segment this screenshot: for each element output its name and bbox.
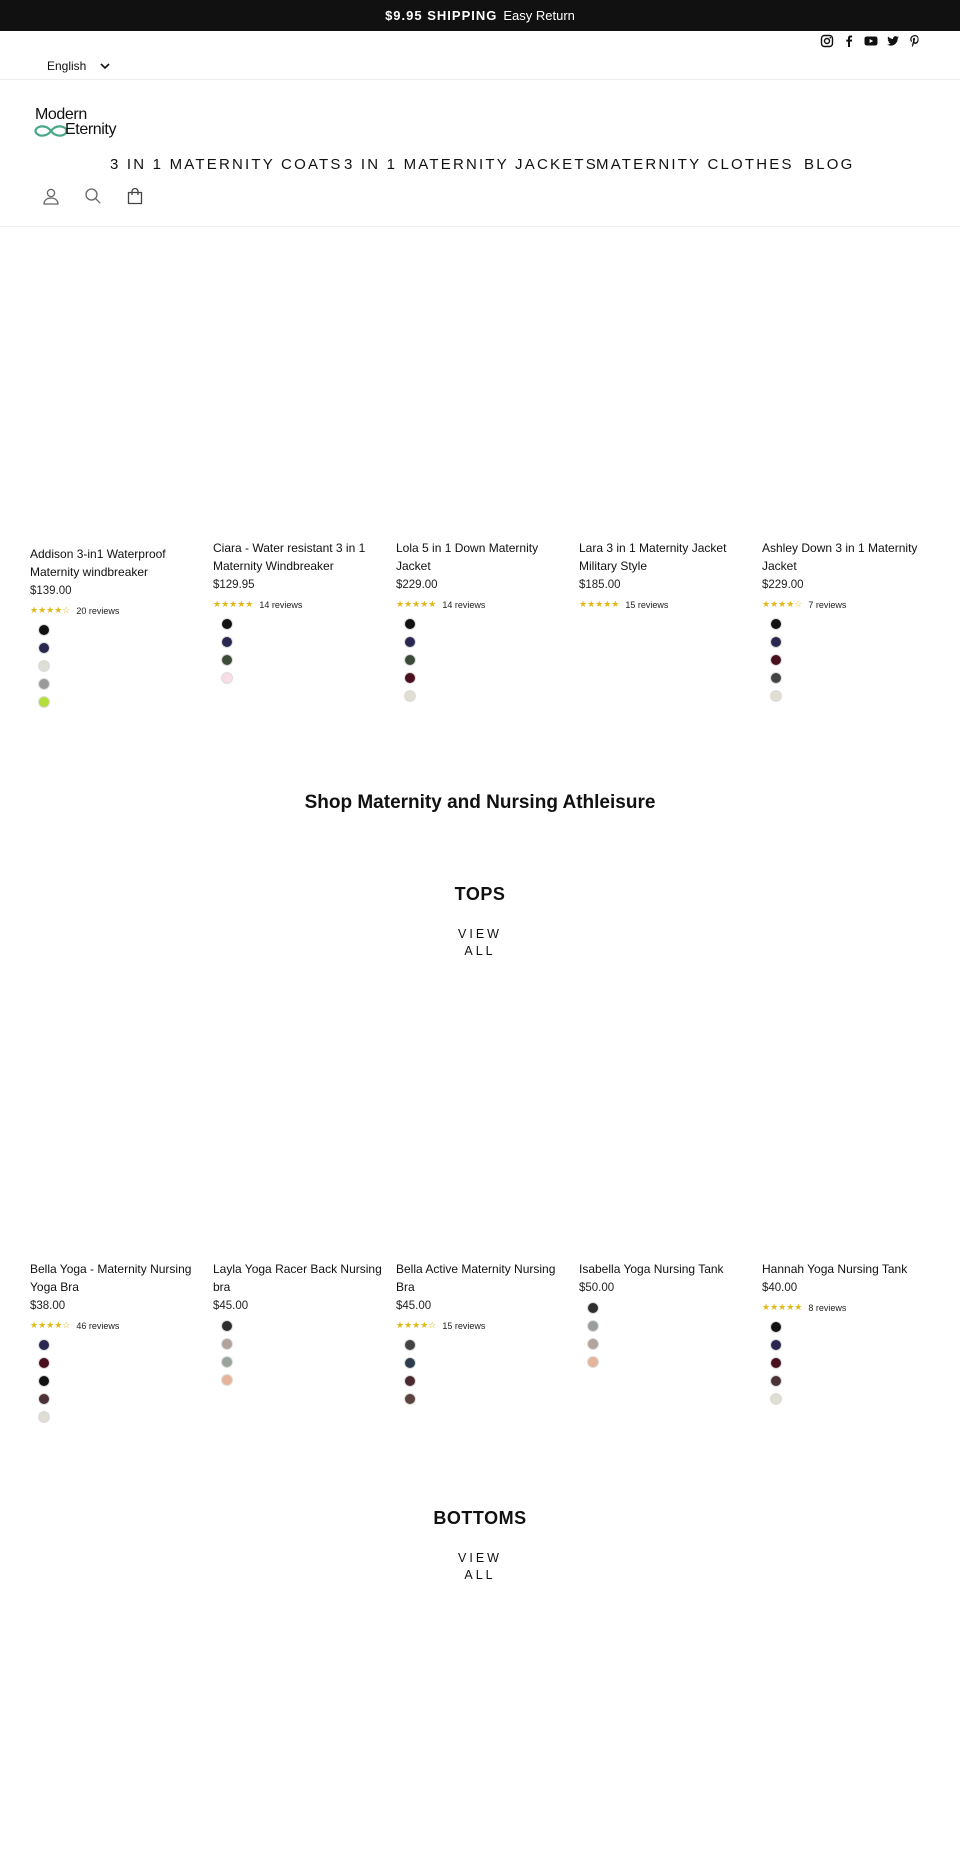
review-count: 15 reviews [442, 1320, 486, 1331]
nav-maternity-clothes[interactable]: MATERNITY CLOTHES [596, 156, 794, 173]
color-swatches [213, 618, 383, 684]
star-rating-icon: ★★★★☆ [762, 599, 803, 609]
view-all-line2: ALL [464, 944, 496, 958]
star-rating-icon: ★★★★★ [579, 599, 620, 609]
search-icon[interactable] [82, 185, 104, 207]
product-price: $129.95 [213, 579, 255, 591]
color-swatch[interactable] [587, 1302, 599, 1314]
product-rating [762, 1302, 932, 1313]
color-swatch[interactable] [221, 1356, 233, 1368]
color-swatches [30, 1339, 200, 1423]
announcement-shipping: $9.95 SHIPPING [385, 8, 498, 23]
color-swatch[interactable] [38, 678, 50, 690]
product-title[interactable]: Ashley Down 3 in 1 Maternity Jacket [762, 541, 918, 573]
nav-maternity-jackets[interactable]: 3 IN 1 MATERNITY JACKETS [344, 156, 598, 173]
athleisure-heading: Shop Maternity and Nursing Athleisure [304, 792, 656, 813]
instagram-icon[interactable] [820, 34, 834, 48]
color-swatch[interactable] [221, 654, 233, 666]
product-price: $185.00 [579, 579, 621, 591]
twitter-icon[interactable] [886, 34, 900, 48]
color-swatch[interactable] [587, 1320, 599, 1332]
site-logo[interactable] [34, 105, 134, 139]
view-all-line1: VIEW [458, 1551, 502, 1565]
product-card-addison[interactable] [30, 545, 200, 708]
review-count: 46 reviews [76, 1320, 120, 1331]
cart-icon[interactable] [124, 185, 146, 207]
color-swatch[interactable] [770, 636, 782, 648]
color-swatch[interactable] [221, 1374, 233, 1386]
main-nav [0, 156, 960, 176]
color-swatch[interactable] [38, 1339, 50, 1351]
star-rating-icon: ★★★★★ [213, 599, 254, 609]
product-rating [396, 599, 566, 610]
tops-view-all-link[interactable] [0, 926, 960, 960]
color-swatch[interactable] [38, 624, 50, 636]
chevron-down-icon [100, 63, 110, 70]
color-swatch[interactable] [404, 618, 416, 630]
product-price: $38.00 [30, 1300, 66, 1312]
color-swatches [396, 618, 566, 702]
infinity-logo-icon [34, 125, 68, 137]
color-swatch[interactable] [404, 672, 416, 684]
review-count: 7 reviews [808, 599, 847, 610]
color-swatch[interactable] [770, 1393, 782, 1405]
color-swatches [396, 1339, 566, 1405]
facebook-icon[interactable] [842, 34, 856, 48]
star-rating-icon: ★★★★☆ [30, 605, 71, 615]
star-rating-icon: ★★★★★ [396, 599, 437, 609]
color-swatch[interactable] [587, 1338, 599, 1350]
color-swatch[interactable] [38, 1375, 50, 1387]
product-price: $45.00 [213, 1300, 249, 1312]
product-title[interactable]: Hannah Yoga Nursing Tank [762, 1262, 908, 1276]
color-swatch[interactable] [38, 660, 50, 672]
color-swatch[interactable] [770, 690, 782, 702]
nav-blog[interactable]: BLOG [804, 156, 855, 173]
product-card-ciara[interactable] [213, 539, 383, 684]
product-card-isabella-yoga[interactable] [579, 1260, 749, 1368]
product-price: $229.00 [762, 579, 804, 591]
color-swatch[interactable] [770, 1375, 782, 1387]
product-rating [30, 1320, 200, 1331]
nav-maternity-coats[interactable]: 3 IN 1 MATERNITY COATS [110, 156, 343, 173]
star-rating-icon: ★★★★☆ [30, 1320, 71, 1330]
review-count: 8 reviews [808, 1302, 847, 1313]
product-title[interactable]: Addison 3-in1 Waterproof Maternity windbreaker [30, 547, 166, 579]
bottoms-view-all-link[interactable] [0, 1550, 960, 1584]
product-rating [579, 599, 749, 610]
color-swatch[interactable] [587, 1356, 599, 1368]
color-swatch[interactable] [404, 1339, 416, 1351]
product-title[interactable]: Ciara - Water resistant 3 in 1 Maternity Windbreaker [213, 541, 366, 573]
color-swatch[interactable] [770, 618, 782, 630]
product-title[interactable]: Lola 5 in 1 Down Maternity Jacket [396, 541, 539, 573]
product-card-bella-yoga[interactable] [30, 1260, 200, 1423]
product-title[interactable]: Lara 3 in 1 Maternity Jacket Military Style [579, 541, 727, 573]
review-count: 14 reviews [259, 599, 303, 610]
color-swatch[interactable] [404, 636, 416, 648]
color-swatch[interactable] [404, 1375, 416, 1387]
star-rating-icon: ★★★★☆ [396, 1320, 437, 1330]
social-links [820, 34, 922, 48]
color-swatch[interactable] [221, 636, 233, 648]
color-swatch[interactable] [770, 654, 782, 666]
color-swatches [762, 1321, 932, 1405]
color-swatch[interactable] [404, 1357, 416, 1369]
product-card-layla-yoga[interactable] [213, 1260, 383, 1386]
product-price: $40.00 [762, 1282, 798, 1294]
header-divider [0, 79, 960, 80]
product-title[interactable]: Isabella Yoga Nursing Tank [579, 1262, 724, 1276]
color-swatch[interactable] [221, 1338, 233, 1350]
review-count: 14 reviews [442, 599, 486, 610]
bottoms-title: BOTTOMS [433, 1508, 527, 1528]
header-actions [40, 185, 146, 207]
language-label: English [47, 59, 87, 73]
product-card-ashley[interactable] [762, 539, 932, 702]
color-swatch[interactable] [221, 672, 233, 684]
product-title[interactable]: Layla Yoga Racer Back Nursing bra [213, 1262, 382, 1294]
product-card-lara[interactable] [579, 539, 749, 618]
color-swatch[interactable] [38, 642, 50, 654]
color-swatch[interactable] [404, 1393, 416, 1405]
announcement-return: Easy Return [503, 8, 575, 23]
language-selector[interactable] [47, 59, 110, 73]
color-swatches [762, 618, 932, 702]
product-rating [396, 1320, 566, 1331]
color-swatch[interactable] [38, 1357, 50, 1369]
product-rating [762, 599, 932, 610]
product-price: $45.00 [396, 1300, 432, 1312]
product-price: $50.00 [579, 1282, 615, 1294]
color-swatch[interactable] [38, 1393, 50, 1405]
logo-line2: Eternity [65, 121, 117, 138]
color-swatch[interactable] [770, 1357, 782, 1369]
color-swatches [579, 1302, 749, 1368]
color-swatches [30, 624, 200, 708]
color-swatch[interactable] [770, 1321, 782, 1333]
product-price: $139.00 [30, 585, 72, 597]
star-rating-icon: ★★★★★ [762, 1302, 803, 1312]
announcement-bar [0, 0, 960, 31]
account-icon[interactable] [40, 185, 62, 207]
color-swatches [213, 1320, 383, 1386]
color-swatch[interactable] [404, 690, 416, 702]
color-swatch[interactable] [404, 654, 416, 666]
product-title[interactable]: Bella Yoga - Maternity Nursing Yoga Bra [30, 1262, 192, 1294]
tops-title: TOPS [454, 884, 506, 904]
color-swatch[interactable] [221, 618, 233, 630]
nav-divider [0, 226, 960, 227]
view-all-line2: ALL [464, 1568, 496, 1582]
product-price: $229.00 [396, 579, 438, 591]
view-all-line1: VIEW [458, 927, 502, 941]
review-count: 20 reviews [76, 605, 120, 616]
youtube-icon[interactable] [864, 34, 878, 48]
product-rating [213, 599, 383, 610]
color-swatch[interactable] [770, 1339, 782, 1351]
product-card-bella-active[interactable] [396, 1260, 566, 1405]
color-swatch[interactable] [38, 696, 50, 708]
logo-line1: Modern [35, 106, 87, 123]
pinterest-icon[interactable] [908, 34, 922, 48]
product-rating [30, 605, 200, 616]
color-swatch[interactable] [221, 1320, 233, 1332]
review-count: 15 reviews [625, 599, 669, 610]
product-card-lola[interactable] [396, 539, 566, 702]
product-title[interactable]: Bella Active Maternity Nursing Bra [396, 1262, 556, 1294]
color-swatch[interactable] [38, 1411, 50, 1423]
product-card-hannah-yoga[interactable] [762, 1260, 932, 1405]
color-swatch[interactable] [770, 672, 782, 684]
